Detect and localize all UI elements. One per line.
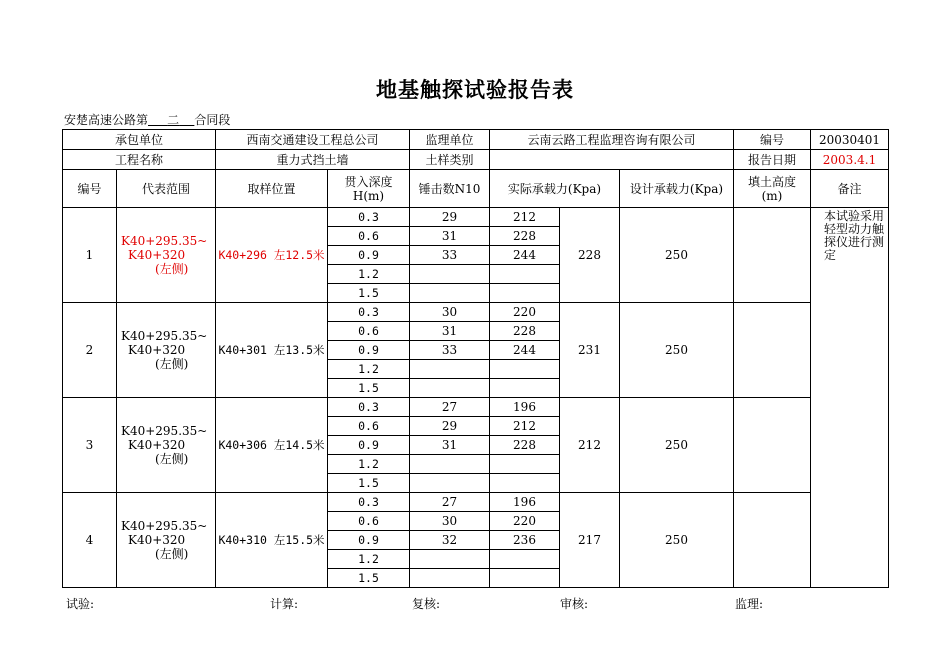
depth-cell: 0.3 [328,493,410,512]
design-bearing: 250 [620,208,734,303]
blows-cell: 31 [410,436,490,455]
depth-cell: 1.5 [328,569,410,588]
design-bearing: 250 [620,398,734,493]
fill-height [734,303,811,398]
record-range [117,303,216,398]
subtitle-suffix: 合同段 [194,113,231,127]
actual-bearing: 212 [560,398,620,493]
depth-cell: 0.9 [328,246,410,265]
header-row-project [63,150,889,170]
depth-cell: 1.2 [328,265,410,284]
col-actual: 实际承载力(Kpa) [490,170,620,208]
record-number: 2 [63,303,117,398]
blows-cell [410,360,490,379]
blows-cell: 30 [410,303,490,322]
bearing-reading-cell [490,569,560,588]
range-line: K40+320 [128,438,186,452]
blows-cell: 32 [410,531,490,550]
contractor-label: 承包单位 [63,130,216,150]
range-line: K40+295.35~ [121,329,208,343]
col-no: 编号 [63,170,117,208]
bearing-reading-cell [490,265,560,284]
soil-label: 土样类别 [410,150,490,170]
fill-height [734,398,811,493]
bearing-reading-cell: 212 [490,417,560,436]
bearing-reading-cell [490,379,560,398]
record-range [117,398,216,493]
record-location: K40+310 左15.5米 [216,493,328,588]
fill-height [734,208,811,303]
depth-cell: 0.6 [328,227,410,246]
blows-cell [410,265,490,284]
bearing-reading-cell: 228 [490,322,560,341]
blows-cell [410,474,490,493]
bearing-reading-cell: 244 [490,246,560,265]
soil-value [490,150,734,170]
blows-cell [410,569,490,588]
bearing-reading-cell [490,360,560,379]
footer-supervise: 监理: [735,597,764,611]
range-line: K40+295.35~ [121,519,208,533]
project-label: 工程名称 [63,150,216,170]
footer-calc: 计算: [270,597,299,611]
page-title: 地基触探试验报告表 [376,77,574,102]
depth-cell: 1.5 [328,474,410,493]
depth-cell: 0.3 [328,303,410,322]
blows-cell: 33 [410,341,490,360]
range-line: (左侧) [155,357,189,371]
footer-audit: 审核: [560,597,589,611]
project-value: 重力式挡土墙 [216,150,410,170]
bearing-reading-cell [490,474,560,493]
supervisor-label: 监理单位 [410,130,490,150]
header-row-contractor [63,130,889,150]
range-line: K40+295.35~ [121,424,208,438]
remark-cell [811,208,889,588]
depth-cell: 0.6 [328,417,410,436]
col-remark: 备注 [811,170,889,208]
depth-cell: 0.6 [328,512,410,531]
section-number: 二 [167,113,180,127]
blows-cell: 33 [410,246,490,265]
bearing-reading-cell: 220 [490,512,560,531]
contract-section-line [64,111,230,128]
blows-cell [410,455,490,474]
record-location: K40+306 左14.5米 [216,398,328,493]
bearing-reading-cell: 236 [490,531,560,550]
depth-cell: 0.6 [328,322,410,341]
bearing-reading-cell: 212 [490,208,560,227]
record-number: 4 [63,493,117,588]
record-location: K40+301 左13.5米 [216,303,328,398]
number-value: 20030401 [811,130,889,150]
depth-cell: 0.9 [328,531,410,550]
actual-bearing: 217 [560,493,620,588]
depth-cell: 1.5 [328,379,410,398]
table-row [63,208,889,227]
actual-bearing: 231 [560,303,620,398]
bearing-reading-cell: 244 [490,341,560,360]
blows-cell: 27 [410,398,490,417]
depth-cell: 0.9 [328,436,410,455]
record-number: 3 [63,398,117,493]
remark-text: 本试验采用轻型动力触探仪进行测定 [824,209,885,262]
date-label: 报告日期 [734,150,811,170]
contractor-value: 西南交通建设工程总公司 [216,130,410,150]
blows-cell: 31 [410,227,490,246]
bearing-reading-cell [490,550,560,569]
range-line: K40+320 [128,533,186,547]
record-range [117,208,216,303]
record-number: 1 [63,208,117,303]
range-line: K40+320 [128,343,186,357]
bearing-reading-cell [490,455,560,474]
date-value: 2003.4.1 [811,150,889,170]
depth-cell: 1.5 [328,284,410,303]
blows-cell: 30 [410,512,490,531]
design-bearing: 250 [620,493,734,588]
subtitle-prefix: 安楚高速公路第 [64,113,149,127]
bearing-reading-cell: 196 [490,398,560,417]
range-line: K40+295.35~ [121,234,208,248]
blows-cell [410,284,490,303]
design-bearing: 250 [620,303,734,398]
bearing-reading-cell [490,284,560,303]
col-location: 取样位置 [216,170,328,208]
record-range [117,493,216,588]
table-row [63,303,889,322]
depth-cell: 0.9 [328,341,410,360]
range-line: (左侧) [155,262,189,276]
footer-review: 复核: [412,597,441,611]
record-location: K40+296 左12.5米 [216,208,328,303]
col-depth: 贯入深度 H(m) [328,170,410,208]
footer-test: 试验: [66,597,95,611]
report-table [62,129,889,588]
fill-height [734,493,811,588]
col-fill: 填土高度 (m) [734,170,811,208]
number-label: 编号 [734,130,811,150]
depth-cell: 0.3 [328,208,410,227]
depth-cell: 1.2 [328,455,410,474]
blows-cell: 31 [410,322,490,341]
depth-cell: 0.3 [328,398,410,417]
col-blows: 锤击数N10 [410,170,490,208]
col-range: 代表范围 [117,170,216,208]
blows-cell [410,550,490,569]
bearing-reading-cell: 196 [490,493,560,512]
bearing-reading-cell: 228 [490,436,560,455]
blows-cell: 29 [410,208,490,227]
bearing-reading-cell: 220 [490,303,560,322]
column-header-row [63,170,889,208]
blows-cell: 29 [410,417,490,436]
actual-bearing: 228 [560,208,620,303]
range-line: K40+320 [128,248,186,262]
depth-cell: 1.2 [328,550,410,569]
col-design: 设计承载力(Kpa) [620,170,734,208]
range-line: (左侧) [155,547,189,561]
table-row [63,493,889,512]
blows-cell [410,379,490,398]
depth-cell: 1.2 [328,360,410,379]
supervisor-value: 云南云路工程监理咨询有限公司 [490,130,734,150]
range-line: (左侧) [155,452,189,466]
blows-cell: 27 [410,493,490,512]
table-row [63,398,889,417]
bearing-reading-cell: 228 [490,227,560,246]
